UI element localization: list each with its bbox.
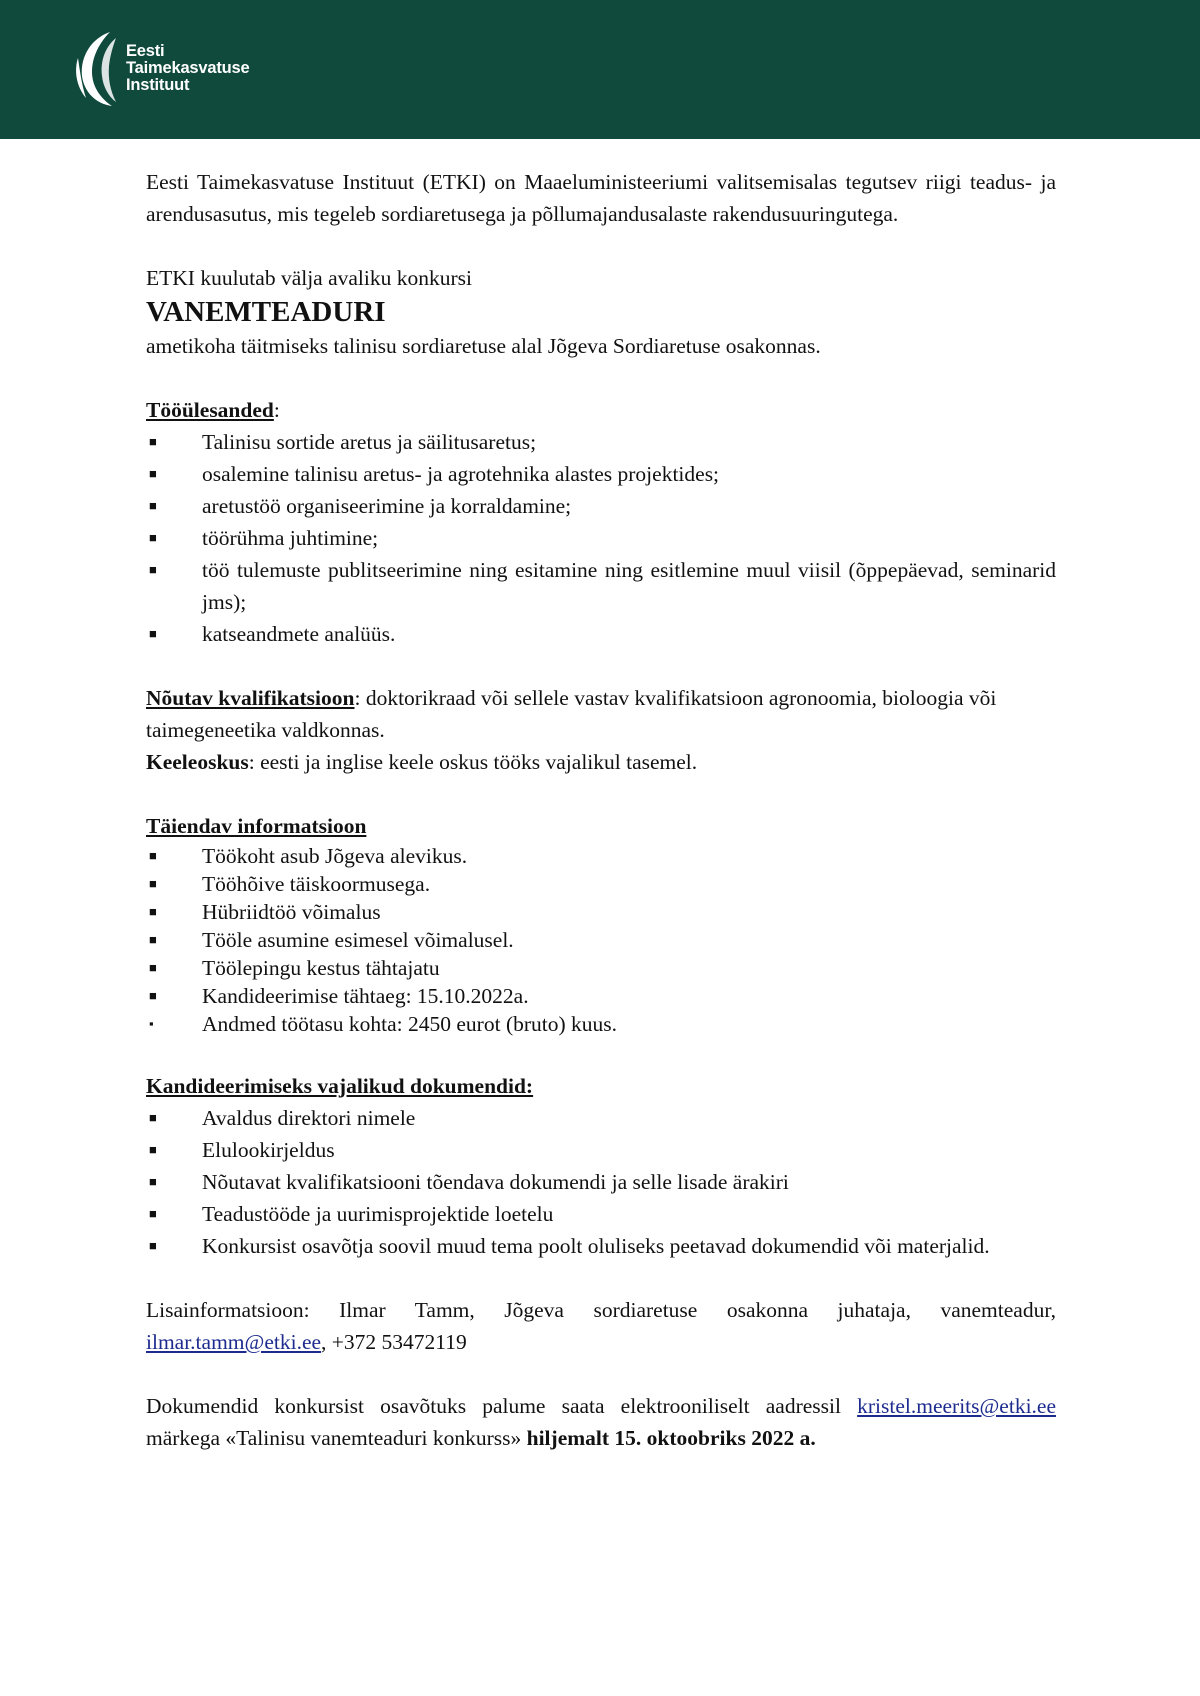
intro-paragraph: Eesti Taimekasvatuse Instituut (ETKI) on Maaeluministeeriumi valitsemisalas tegutsev riigi teadus- ja arendusasutus, mis tegeleb sordiaretusega ja põllumajandusalaste rakendusuuringutega.	[146, 170, 1056, 226]
bullet-icon: ■	[149, 562, 157, 577]
bullet-icon: ■	[149, 466, 157, 481]
qualification-paragraph	[146, 682, 1056, 746]
list-item	[146, 1102, 1056, 1134]
bullet-icon: ■	[149, 530, 157, 545]
bullet-icon: ■	[149, 1110, 157, 1125]
list-item	[146, 954, 1056, 982]
position-title: VANEMTEADURI	[146, 296, 386, 328]
bullet-icon: ■	[149, 434, 157, 449]
list-item-text: Tööhõive täiskoormusega.	[202, 872, 431, 896]
duties-colon: :	[273, 398, 280, 422]
language-paragraph	[146, 746, 1056, 778]
documents-list	[146, 1102, 1056, 1262]
list-item-text: Töölepingu kestus tähtajatu	[202, 956, 440, 980]
contact-phone: , +372 53472119	[321, 1330, 467, 1354]
list-item-text: Elulookirjeldus	[202, 1138, 335, 1162]
bullet-icon: ■	[149, 1238, 157, 1253]
list-item	[146, 842, 1056, 870]
list-item-text: Teadustööde ja uurimisprojektide loetelu	[202, 1202, 554, 1226]
documents-heading-text: Kandideerimiseks vajalikud dokumendid:	[146, 1074, 534, 1098]
submission-text: Dokumendid konkursist osavõtuks palume saata elektrooniliselt aadressil	[146, 1394, 841, 1418]
documents-heading	[146, 1070, 1056, 1102]
leaf-logo-icon	[72, 28, 120, 108]
bullet-icon: ▪	[149, 1016, 154, 1031]
list-item	[146, 982, 1056, 1010]
submission-deadline: hiljemalt 15. oktoobriks 2022 a.	[526, 1426, 816, 1450]
additional-list	[146, 842, 1056, 1038]
list-item-text: Andmed töötasu kohta: 2450 eurot (bruto) kuus.	[202, 1012, 618, 1036]
list-item-text: Hübriidtöö võimalus	[202, 900, 381, 924]
list-item	[146, 458, 1056, 490]
list-item	[146, 522, 1056, 554]
bullet-icon: ■	[149, 626, 157, 641]
list-item-text: Talinisu sortide aretus ja säilitusaretus;	[202, 430, 537, 454]
list-item-text: Konkursist osavõtja soovil muud tema poolt oluliseks peetavad dokumendid või materjalid.	[202, 1234, 990, 1258]
contact-text: Lisainformatsioon: Ilmar Tamm, Jõgeva sordiaretuse osakonna juhataja, vanemteadur,	[146, 1298, 1056, 1322]
list-item	[146, 898, 1056, 926]
logo-line: Instituut	[126, 75, 190, 94]
bullet-icon: ■	[149, 988, 157, 1003]
list-item-text: Avaldus direktori nimele	[202, 1106, 416, 1130]
list-item-text: töö tulemuste publitseerimine ning esitamine ning esitlemine muul viisil (õppepäevad, seminarid jms);	[202, 558, 1056, 614]
announce-line: ETKI kuulutab välja avaliku konkursi	[146, 266, 473, 290]
language-heading: Keeleoskus	[146, 750, 249, 774]
list-item-text: Tööle asumine esimesel võimalusel.	[202, 928, 514, 952]
duties-list	[146, 426, 1056, 650]
list-item-text: töörühma juhtimine;	[202, 526, 379, 550]
list-item-text: Nõutavat kvalifikatsiooni tõendava dokumendi ja selle lisade ärakiri	[202, 1170, 789, 1194]
list-item	[146, 1134, 1056, 1166]
position-description: ametikoha täitmiseks talinisu sordiaretuse alal Jõgeva Sordiaretuse osakonnas.	[146, 334, 821, 358]
bullet-icon: ■	[149, 1174, 157, 1189]
bullet-icon: ■	[149, 498, 157, 513]
list-item	[146, 870, 1056, 898]
list-item	[146, 490, 1056, 522]
contact-email-link[interactable]: ilmar.tamm@etki.ee	[146, 1330, 322, 1354]
bullet-icon: ■	[149, 876, 157, 891]
duties-heading	[146, 394, 1056, 426]
list-item-text: Kandideerimise tähtaeg: 15.10.2022a.	[202, 984, 529, 1008]
list-item	[146, 1198, 1056, 1230]
list-item	[146, 1230, 1056, 1262]
bullet-icon: ■	[149, 848, 157, 863]
submission-mark-text: märkega «Talinisu vanemteaduri konkurss»	[146, 1426, 527, 1450]
logo-line: Taimekasvatuse	[126, 58, 250, 77]
header-banner	[0, 0, 1200, 139]
list-item	[146, 426, 1056, 458]
list-item-text: aretustöö organiseerimine ja korraldamine;	[202, 494, 572, 518]
bullet-icon: ■	[149, 1142, 157, 1157]
bullet-icon: ■	[149, 960, 157, 975]
list-item	[146, 618, 1056, 650]
qualification-text: : doktorikraad või sellele vastav kvalifikatsioon agronoomia, bioloogia või taimegeneetika valdkonnas.	[146, 686, 997, 742]
submission-email-link[interactable]: kristel.meerits@etki.ee	[857, 1394, 1057, 1418]
list-item	[146, 926, 1056, 954]
language-text: : eesti ja inglise keele oskus tööks vajalikul tasemel.	[248, 750, 698, 774]
additional-heading	[146, 810, 1056, 842]
contact-paragraph	[146, 1294, 1056, 1358]
submission-paragraph	[146, 1390, 1056, 1454]
list-item	[146, 554, 1056, 618]
bullet-icon: ■	[149, 904, 157, 919]
list-item-text: Töökoht asub Jõgeva alevikus.	[202, 844, 468, 868]
document-body	[146, 166, 1056, 1454]
list-item	[146, 1166, 1056, 1198]
list-item-text: osalemine talinisu aretus- ja agrotehnika alastes projektides;	[202, 462, 720, 486]
logo-text	[126, 43, 249, 94]
bullet-icon: ■	[149, 1206, 157, 1221]
list-item	[146, 1010, 1056, 1038]
bullet-icon: ■	[149, 932, 157, 947]
duties-heading-text: Tööülesanded	[146, 398, 274, 422]
qualification-heading: Nõutav kvalifikatsioon	[146, 686, 355, 710]
logo-line: Eesti	[126, 41, 165, 60]
list-item-text: katseandmete analüüs.	[202, 622, 396, 646]
additional-heading-text: Täiendav informatsioon	[146, 814, 367, 838]
institute-logo[interactable]	[72, 28, 249, 108]
